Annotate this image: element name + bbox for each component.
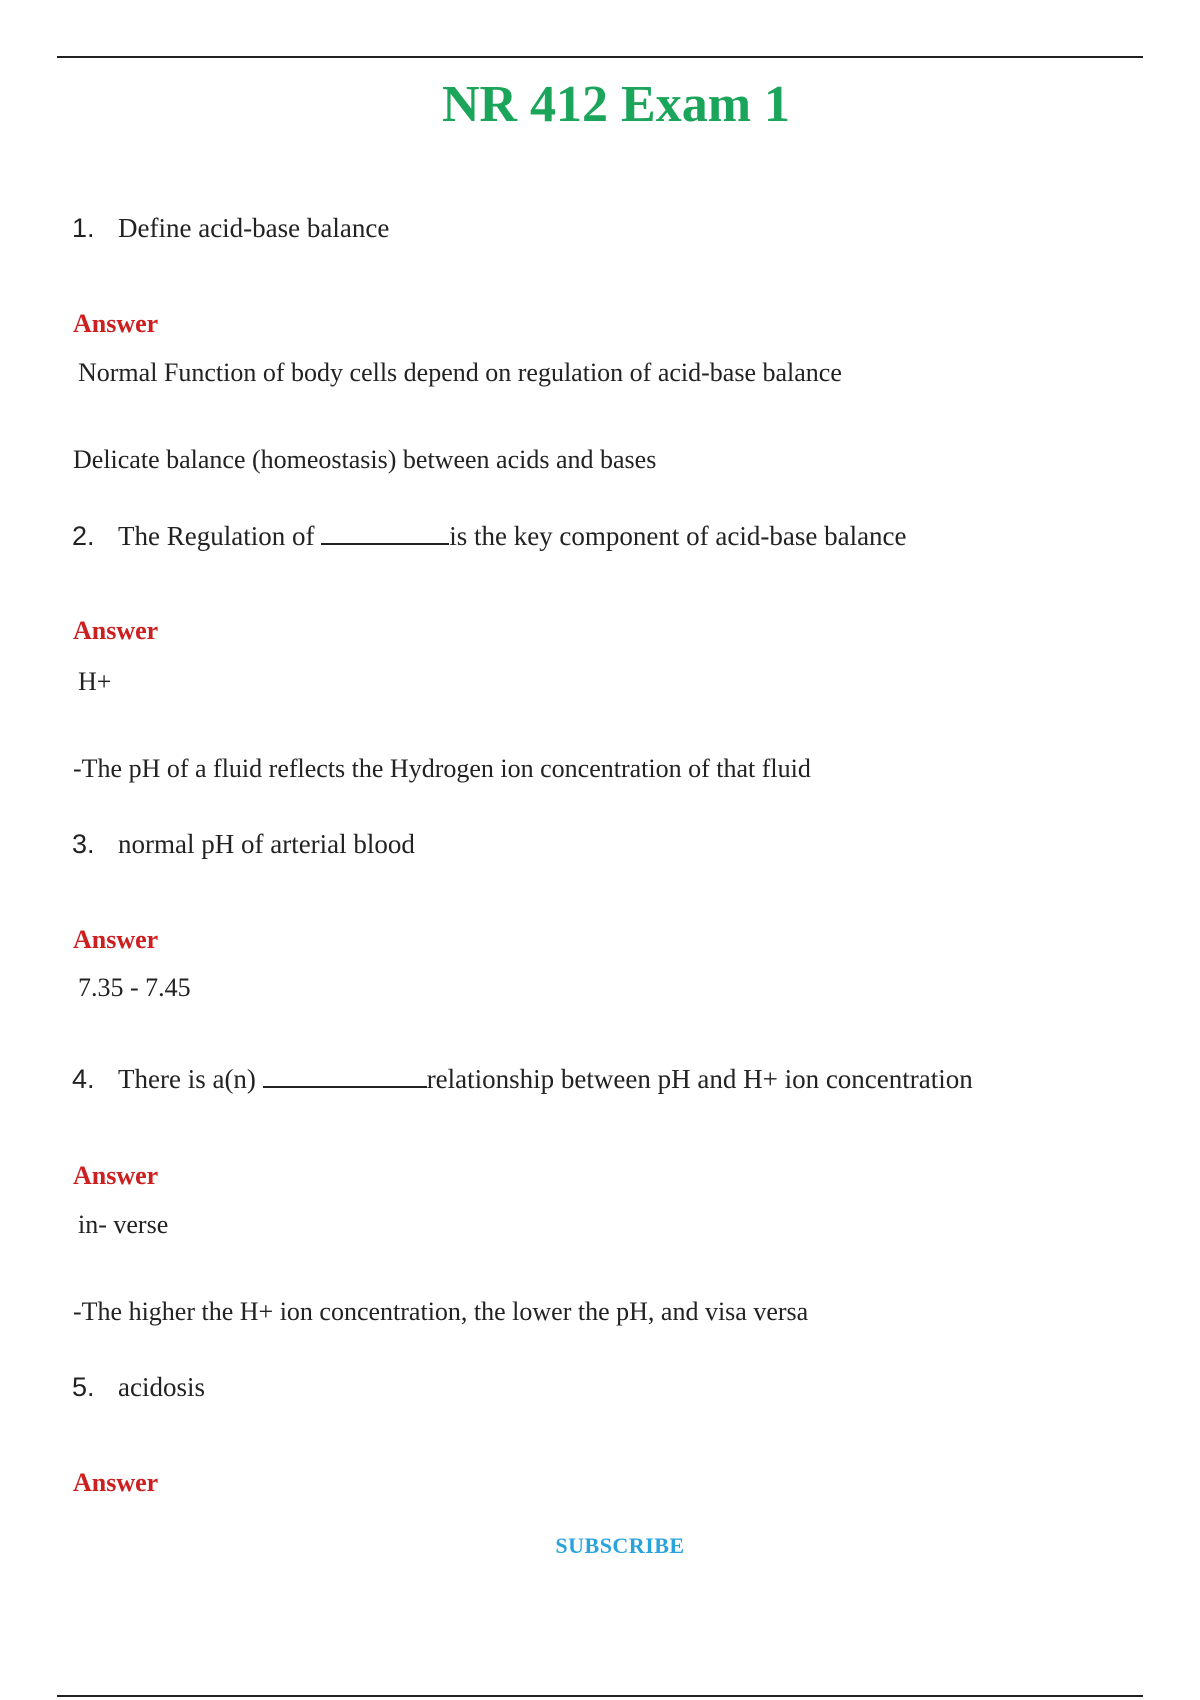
answer-text-1: Normal Function of body cells depend on regulation of acid-base balance [78,358,842,387]
answer-text-2: H+ [78,667,112,696]
bottom-rule [57,1695,1143,1697]
question-text-before: The Regulation of [118,521,315,551]
question-text-after: is the key component of acid-base balance [449,521,907,551]
question-3 [72,826,415,862]
answer-text-3: 7.35 - 7.45 [78,973,191,1002]
question-number: 3. [72,829,95,859]
question-text-before: There is a(n) [118,1064,256,1094]
subscribe-link[interactable]: SUBSCRIBE [555,1533,685,1558]
question-text: acidosis [118,1372,205,1402]
question-text: normal pH of arterial blood [118,829,415,859]
answer-label-5: Answer [73,1468,159,1497]
question-1 [72,210,389,246]
question-2 [72,517,907,554]
fill-in-blank [263,1060,427,1088]
document-title: NR 412 Exam 1 [441,76,791,133]
fill-in-blank [321,517,449,545]
answer-label-3: Answer [73,925,159,954]
question-5 [72,1369,205,1405]
question-number: 1. [72,213,95,243]
answer-note-2: -The pH of a fluid reflects the Hydrogen ion concentration of that fluid [73,754,811,783]
answer-text-4: in- verse [78,1210,169,1239]
question-number: 2. [72,521,95,551]
question-4 [72,1060,973,1097]
answer-note-4: -The higher the H+ ion concentration, the lower the pH, and visa versa [73,1297,809,1326]
answer-note-1: Delicate balance (homeostasis) between acids and bases [73,445,657,474]
answer-label-4: Answer [73,1161,159,1190]
question-text: Define acid-base balance [118,213,390,243]
question-text-after: relationship between pH and H+ ion concentration [426,1064,973,1094]
answer-label-1: Answer [73,309,159,338]
top-rule [57,56,1143,58]
answer-label-2: Answer [73,616,159,645]
question-number: 5. [72,1372,95,1402]
question-number: 4. [72,1064,95,1094]
